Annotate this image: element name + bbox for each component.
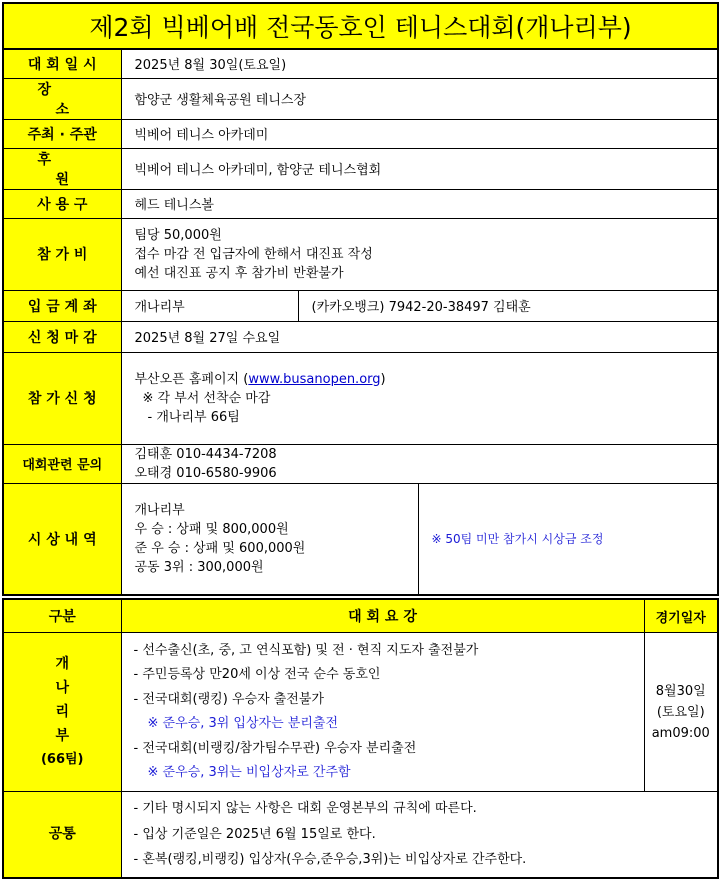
division-char: 나 — [55, 680, 70, 696]
fee-line: 예선 대진표 공지 후 참가비 반환불가 — [134, 265, 344, 281]
apply-value — [121, 352, 718, 444]
place-label-text: 장 소 — [37, 81, 106, 118]
date-header: 경기일자 — [644, 599, 718, 633]
apply-prefix: 부산오픈 홈페이지 ( — [134, 371, 249, 387]
contact-value — [121, 444, 718, 483]
rule-item: - 전국대회(랭킹) 우승자 출전불가 — [133, 691, 324, 707]
place-label — [3, 78, 121, 119]
place-value: 함양군 생활체육공원 테니스장 — [121, 78, 718, 119]
contact-line: 오태경 010-6580-9906 — [134, 465, 277, 481]
event-info-table — [2, 2, 719, 596]
date-value: 2025년 8월 30일(토요일) — [121, 49, 718, 78]
prize-value — [121, 483, 418, 595]
fee-label: 참 가 비 — [3, 218, 121, 290]
division-char: 리 — [55, 704, 70, 720]
fee-value — [121, 218, 718, 290]
account-label: 입 금 계 좌 — [3, 290, 121, 321]
game-time: am09:00 — [651, 725, 710, 741]
sponsor-label-text: 후 원 — [37, 151, 106, 188]
game-date: 8월30일 — [655, 683, 706, 699]
host-value: 빅베어 테니스 아카데미 — [121, 119, 718, 148]
common-rule: - 혼복(랭킹,비랭킹) 입상자(우승,준우승,3위)는 비입상자로 간주한다. — [133, 852, 527, 867]
ball-label: 사 용 구 — [3, 189, 121, 218]
game-date-cell — [644, 633, 718, 792]
contact-line: 김태훈 010-4434-7208 — [134, 446, 277, 462]
division-char: 부 — [55, 728, 70, 744]
common-rule: - 기타 명시되지 않는 사항은 대회 운영본부의 규칙에 따른다. — [133, 801, 477, 816]
prize-line: 우 승 : 상패 및 800,000원 — [134, 521, 289, 537]
rule-note: ※ 준우승, 3위는 비입상자로 간주함 — [147, 765, 351, 780]
event-title: 제2회 빅베어배 전국동호인 테니스대회(개나리부) — [3, 3, 718, 49]
common-label: 공통 — [3, 792, 121, 878]
account-value: (카카오뱅크) 7942-20-38497 김태훈 — [298, 290, 718, 321]
rule-item: - 주민등록상 만20세 이상 전국 순수 동호인 — [133, 667, 381, 682]
division-rules — [121, 633, 644, 792]
apply-line-2: ※ 각 부서 선착순 마감 — [142, 390, 271, 406]
apply-suffix: ) — [380, 371, 386, 387]
date-label: 대 회 일 시 — [3, 49, 121, 78]
prize-label: 시 상 내 역 — [3, 483, 121, 595]
apply-line-1 — [135, 370, 718, 389]
apply-line-3: - 개나리부 66팀 — [147, 409, 240, 425]
deadline-value: 2025년 8월 27일 수요일 — [121, 321, 718, 352]
sponsor-value: 빅베어 테니스 아카데미, 함양군 테니스협회 — [121, 148, 718, 189]
common-rule: - 입상 기준일은 2025년 6월 15일로 한다. — [133, 826, 376, 842]
busanopen-link[interactable]: www.busanopen.org — [248, 371, 381, 387]
rule-item: - 전국대회(비랭킹/참가팀수무관) 우승자 분리출전 — [133, 740, 417, 756]
prize-line: 준 우 승 : 상패 및 600,000원 — [134, 540, 306, 556]
common-rules — [121, 792, 718, 878]
division-cell — [3, 633, 121, 792]
prize-note: ※ 50팀 미만 참가시 시상금 조정 — [418, 483, 718, 595]
ball-value: 헤드 테니스볼 — [121, 189, 718, 218]
fee-line: 팀당 50,000원 — [134, 227, 222, 243]
fee-line: 접수 마감 전 입금자에 한해서 대진표 작성 — [134, 246, 373, 262]
prize-line: 공동 3위 : 300,000원 — [134, 559, 264, 575]
rule-note: ※ 준우승, 3위 입상자는 분리출전 — [147, 716, 339, 731]
game-day: (토요일) — [656, 704, 705, 720]
division-char: 개 — [55, 656, 70, 672]
deadline-label: 신 청 마 감 — [3, 321, 121, 352]
rules-table — [2, 598, 719, 879]
rules-header: 대 회 요 강 — [121, 599, 644, 633]
division-teams: (66팀) — [40, 752, 84, 767]
category-header: 구분 — [3, 599, 121, 633]
account-name: 개나리부 — [121, 290, 298, 321]
apply-label: 참 가 신 청 — [3, 352, 121, 444]
host-label: 주최 · 주관 — [3, 119, 121, 148]
prize-line: 개나리부 — [134, 502, 185, 518]
rule-item: - 선수출신(초, 중, 고 연식포함) 및 전 · 현직 지도자 출전불가 — [133, 642, 479, 658]
contact-label: 대회관련 문의 — [3, 444, 121, 483]
sponsor-label — [3, 148, 121, 189]
